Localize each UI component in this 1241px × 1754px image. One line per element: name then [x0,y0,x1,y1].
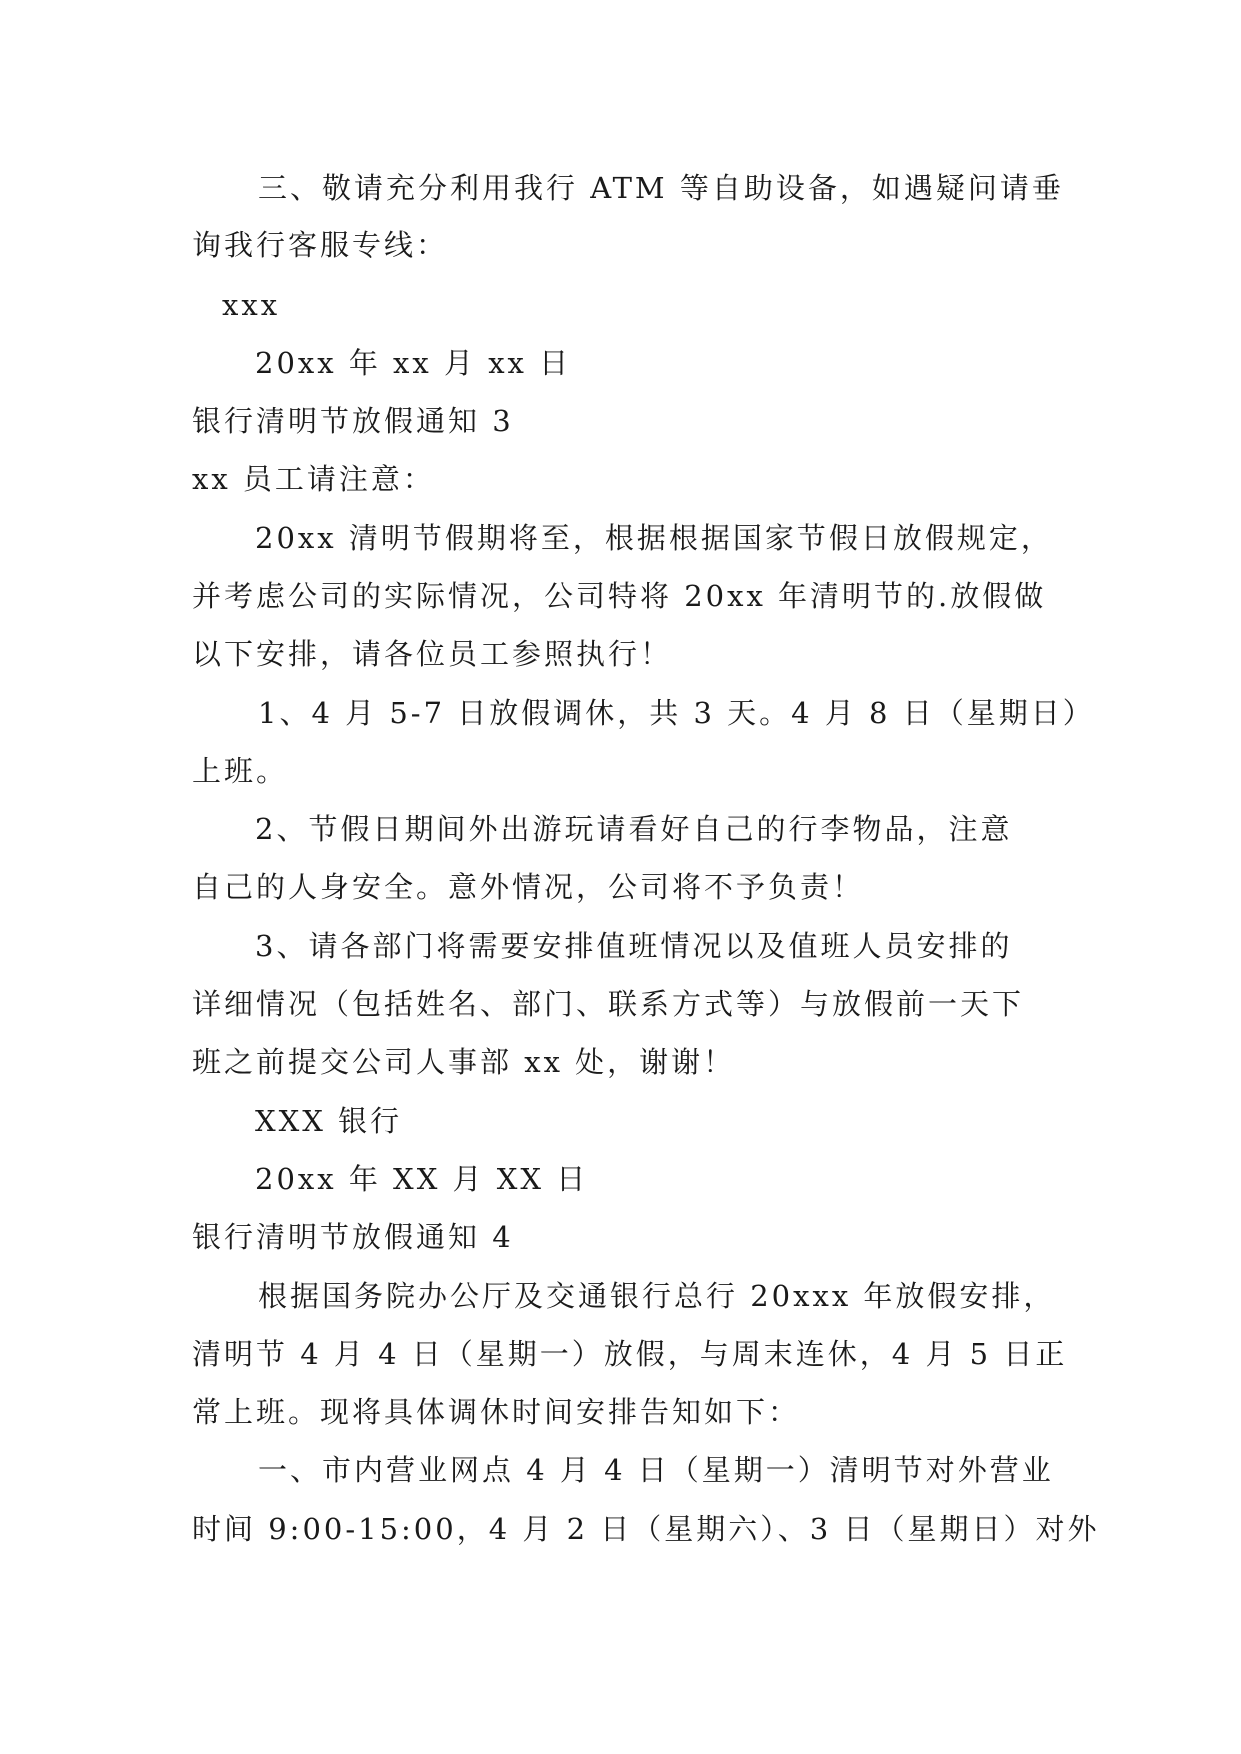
date-line: 20xx 年 xx 月 xx 日 [255,346,572,380]
paragraph-line: 三、敬请充分利用我行 ATM 等自助设备，如遇疑问请垂 [258,171,1064,205]
paragraph-line: 20xx 清明节假期将至，根据根据国家节假日放假规定， [255,521,1053,555]
paragraph-line: 以下安排，请各位员工参照执行！ [192,637,673,671]
notice-title: 银行清明节放假通知 3 [192,404,514,438]
list-item-line: 自己的人身安全。意外情况，公司将不予负责！ [192,870,865,904]
list-item-line: 上班。 [192,754,289,788]
list-item-line: 详细情况（包括姓名、部门、联系方式等）与放假前一天下 [192,987,1025,1021]
salutation-line: xx 员工请注意： [192,462,435,496]
list-item-line: 班之前提交公司人事部 xx 处，谢谢！ [192,1045,736,1079]
paragraph-line: 并考虑公司的实际情况，公司特将 20xx 年清明节的.放假做 [192,579,1047,613]
notice-title: 银行清明节放假通知 4 [192,1220,514,1254]
signature-line: XXX 银行 [255,1104,403,1138]
paragraph-line: 时间 9:00-15:00，4 月 2 日（星期六）、3 日（星期日）对外 [192,1512,1100,1546]
paragraph-line: 根据国务院办公厅及交通银行总行 20xxx 年放假安排， [258,1279,1056,1313]
paragraph-line: 一、市内营业网点 4 月 4 日（星期一）清明节对外营业 [258,1453,1054,1487]
signature-line: xxx [222,288,281,322]
paragraph-line: 常上班。现将具体调休时间安排告知如下： [192,1395,801,1429]
list-item-line: 2、节假日期间外出游玩请看好自己的行李物品，注意 [255,812,1013,846]
paragraph-line: 询我行客服专线： [192,228,449,262]
date-line: 20xx 年 XX 月 XX 日 [255,1162,589,1196]
list-item-line: 3、请各部门将需要安排值班情况以及值班人员安排的 [255,929,1013,963]
paragraph-line: 清明节 4 月 4 日（星期一）放假，与周末连休，4 月 5 日正 [192,1337,1068,1371]
list-item-line: 1、4 月 5-7 日放假调休，共 3 天。4 月 8 日（星期日） [258,696,1095,730]
